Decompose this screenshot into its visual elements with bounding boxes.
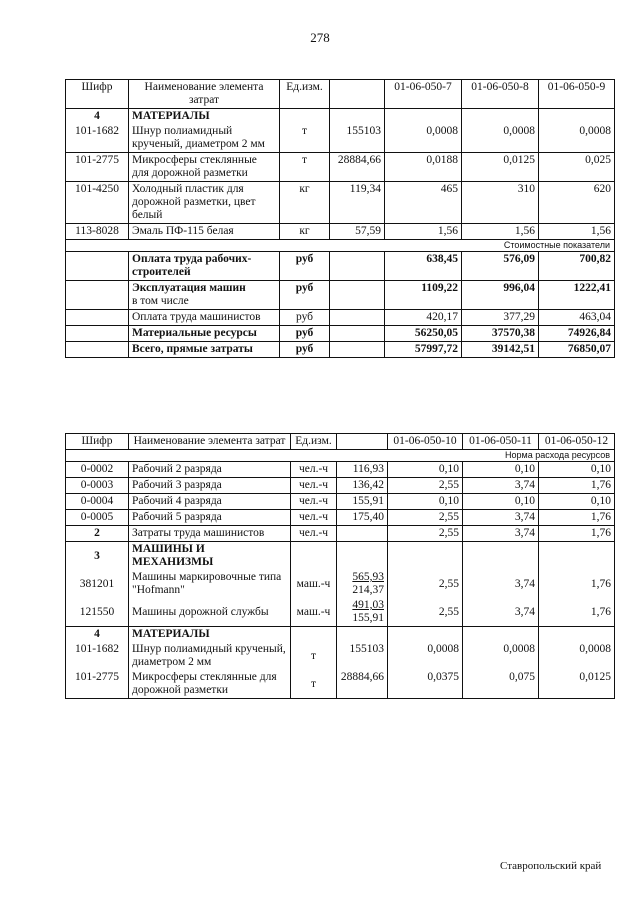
section-code: 4 — [66, 627, 129, 643]
table-row: 0-0004 Рабочий 4 разряда чел.-ч 155,91 0,10 0,10 0,10 — [66, 494, 615, 510]
table-row-operators: 2 Затраты труда машинистов чел.-ч 2,55 3,74 1,76 — [66, 526, 615, 542]
header-col-3: 01-06-050-12 — [539, 434, 615, 450]
table-row: 101-4250 Холодный пластик для дорожной разметки, цвет белый кг 119,34 465 310 620 — [66, 182, 615, 224]
header-col-1: 01-06-050-10 — [388, 434, 463, 450]
header-price — [330, 80, 385, 109]
table-header-row — [66, 434, 615, 450]
section-name: МАТЕРИАЛЫ — [129, 109, 280, 125]
resource-table-1 — [65, 79, 615, 358]
subheader-row — [66, 450, 615, 462]
header-price — [337, 434, 388, 450]
header-col-2: 01-06-050-8 — [462, 80, 539, 109]
section-name: МАШИНЫ И МЕХАНИЗМЫ — [129, 542, 291, 571]
header-name: Наименование элемента затрат — [129, 80, 280, 109]
cost-row: Эксплуатация машин в том числе руб 1109,22 996,04 1222,41 — [66, 281, 615, 310]
table-row: 101-1682 Шнур полиамидный крученый, диаметром 2 мм т 155103 0,0008 0,0008 0,0008 — [66, 124, 615, 153]
table-row: 0-0003 Рабочий 3 разряда чел.-ч 136,42 2,55 3,74 1,76 — [66, 478, 615, 494]
table-row: 101-1682 Шнур полиамидный крученый, диаметром 2 мм т 155103 0,0008 0,0008 0,0008 — [66, 642, 615, 670]
cost-row-total: Всего, прямые затраты руб 57997,72 39142,51 76850,07 — [66, 342, 615, 358]
header-col-2: 01-06-050-11 — [463, 434, 539, 450]
header-code: Шифр — [66, 80, 129, 109]
section-row-materials — [66, 109, 615, 125]
section-code: 4 — [66, 109, 129, 125]
cost-indicators-label: Стоимостные показатели — [66, 240, 615, 252]
table-row: 101-2775 Микросферы стеклянные для дорожной разметки т 28884,66 0,0188 0,0125 0,025 — [66, 153, 615, 182]
header-unit: Ед.изм. — [280, 80, 330, 109]
resource-norm-label: Норма расхода ресурсов — [66, 450, 615, 462]
table-row: 381201 Машины маркировочные типа "Hofmann" маш.-ч 565,93 214,37 2,55 3,74 1,76 — [66, 570, 615, 598]
section-code: 3 — [66, 542, 129, 571]
section-row-machines — [66, 542, 615, 571]
cost-row: Материальные ресурсы руб 56250,05 37570,38 74926,84 — [66, 326, 615, 342]
table-header-row — [66, 80, 615, 109]
header-code: Шифр — [66, 434, 129, 450]
section-row-materials — [66, 627, 615, 643]
header-name: Наименование элемента затрат — [129, 434, 291, 450]
header-col-3: 01-06-050-9 — [539, 80, 615, 109]
table-row: 121550 Машины дорожной службы маш.-ч 491,03 155,91 2,55 3,74 1,76 — [66, 598, 615, 627]
page-number: 278 — [310, 30, 330, 45]
region-footer: Ставропольский край — [500, 860, 602, 872]
subheader-row — [66, 240, 615, 252]
table-row: 0-0002 Рабочий 2 разряда чел.-ч 116,93 0,10 0,10 0,10 — [66, 462, 615, 478]
cost-row: Оплата труда рабочих-строителей руб 638,45 576,09 700,82 — [66, 252, 615, 281]
table-row: 113-8028 Эмаль ПФ-115 белая кг 57,59 1,56 1,56 1,56 — [66, 224, 615, 240]
table-row: 101-2775 Микросферы стеклянные для дорожной разметки т 28884,66 0,0375 0,075 0,0125 — [66, 670, 615, 699]
header-unit: Ед.изм. — [291, 434, 337, 450]
resource-table-2 — [65, 433, 615, 699]
header-col-1: 01-06-050-7 — [385, 80, 462, 109]
cost-row: Оплата труда машинистов руб 420,17 377,29 463,04 — [66, 310, 615, 326]
section-name: МАТЕРИАЛЫ — [129, 627, 291, 643]
table-row: 0-0005 Рабочий 5 разряда чел.-ч 175,40 2,55 3,74 1,76 — [66, 510, 615, 526]
